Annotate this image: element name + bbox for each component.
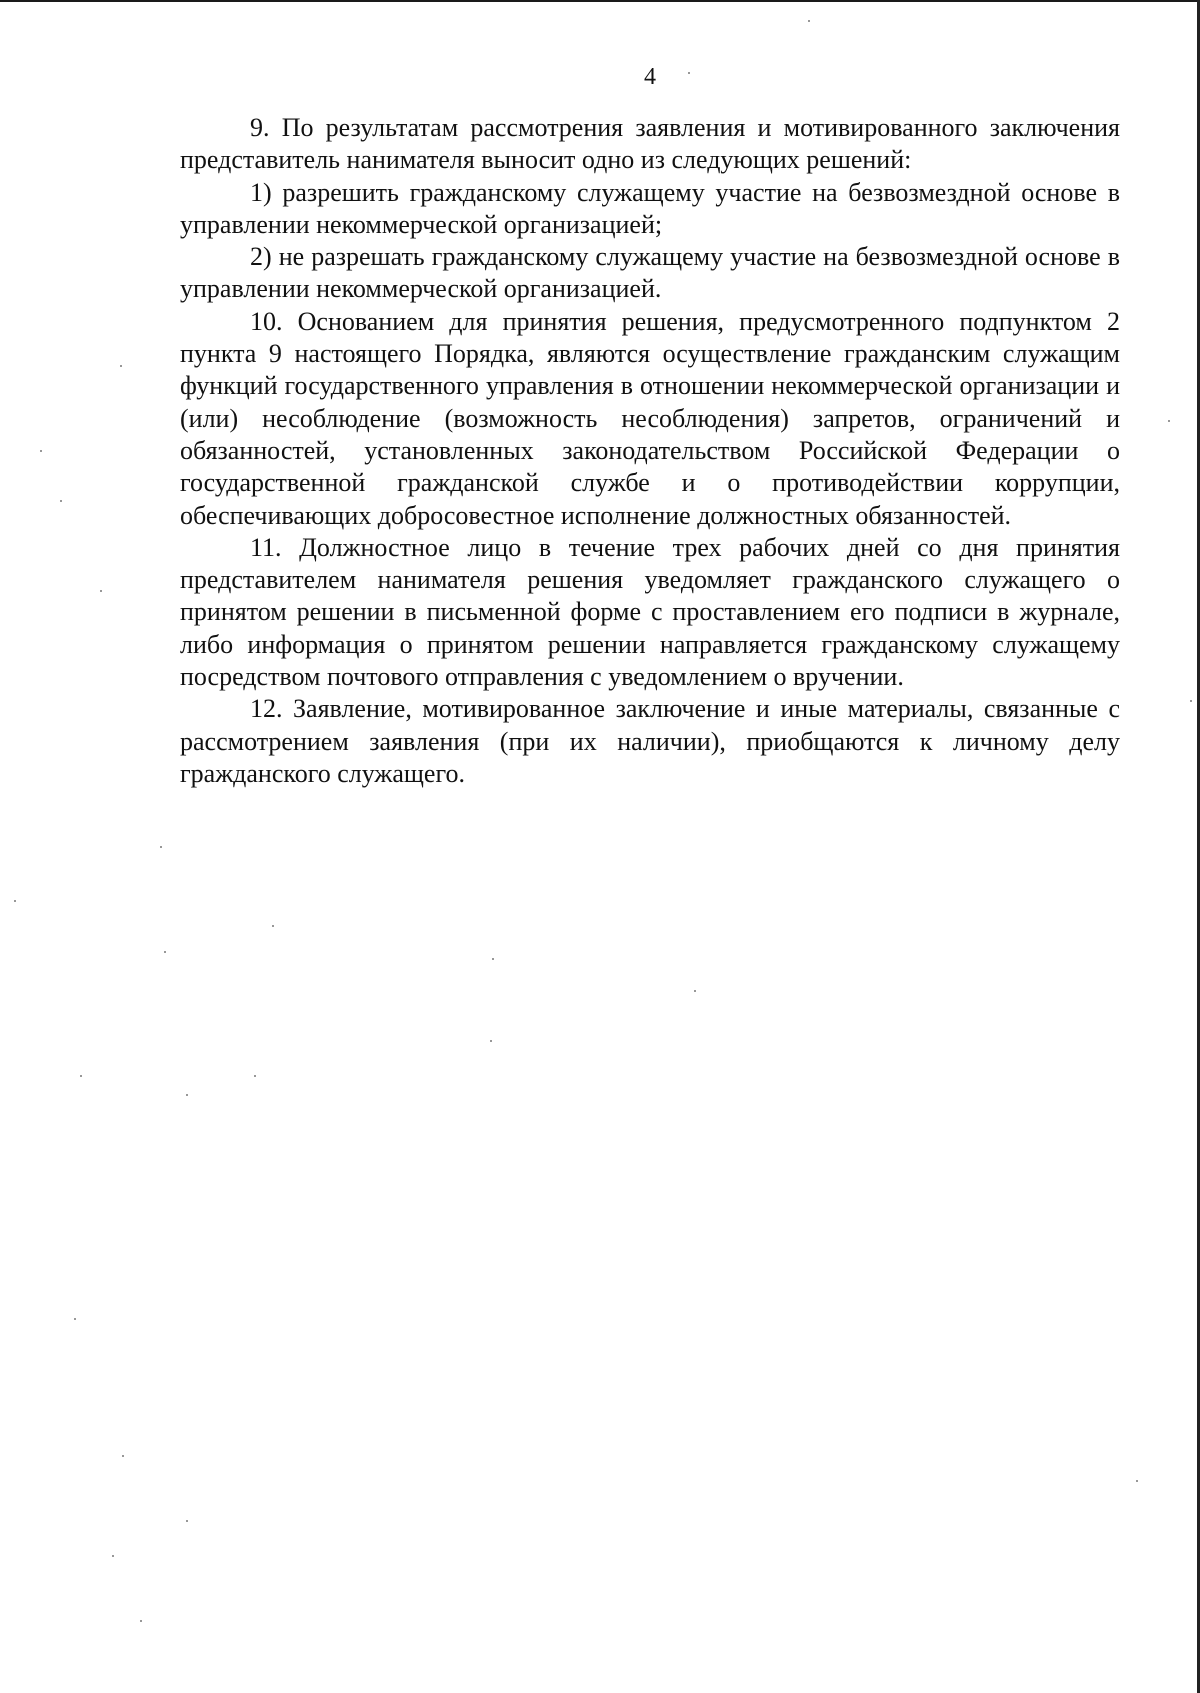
paragraph-9-item-2: 2) не разрешать гражданскому служащему участие на безвозмездной основе в управлении некоммерческой организацией. (180, 242, 1120, 304)
paragraph-9-item-1: 1) разрешить гражданскому служащему участие на безвозмездной основе в управлении некоммерческой организацией; (180, 177, 1120, 239)
scan-speck (80, 1075, 82, 1077)
paragraph-10: 10. Основанием для принятия решения, предусмотренного подпунктом 2 пункта 9 настоящего Порядка, являются осуществление гражданским служащим функций государственного управления в отношении некоммерческой организации и (или) несоблюдение (возможность несоблюдения) запретов, ограничений и обязанностей, установленных законодательством Российской Федерации о государственной гражданской службе и о противодействии коррупции, обеспечивающих добросовестное исполнение должностных обязанностей. (180, 306, 1120, 530)
scan-speck (492, 958, 494, 960)
scan-speck (120, 365, 122, 367)
scan-speck (272, 925, 274, 927)
scan-edge-top (0, 0, 1200, 2)
scan-speck (186, 1094, 188, 1096)
scan-speck (140, 1620, 142, 1622)
scan-speck (490, 1040, 492, 1042)
scan-speck (186, 1520, 188, 1522)
paragraph-9: 9. По результатам рассмотрения заявления и мотивированного заключения представитель нанимателя выносит одно из следующих решений: (180, 113, 1120, 175)
scan-speck (40, 450, 42, 452)
scan-speck (808, 20, 810, 22)
scan-speck (60, 500, 62, 502)
scan-speck (160, 846, 162, 848)
paragraph-11: 11. Должностное лицо в течение трех рабочих дней со дня принятия представителем нанимателя решения уведомляет гражданского служащего о принятом решении в письменной форме с проставлением его подписи в журнале, либо информация о принятом решении направляется гражданскому служащему посредством почтового отправления с уведомлением о вручении. (180, 532, 1120, 692)
scan-speck (1136, 1480, 1138, 1482)
document-body (180, 112, 1120, 790)
scan-speck (100, 590, 102, 592)
scan-speck (14, 900, 16, 902)
scan-speck (164, 951, 166, 953)
scan-speck (254, 1075, 256, 1077)
scan-speck (694, 990, 696, 992)
scan-speck (112, 1555, 114, 1557)
page-number: 4 (644, 64, 656, 90)
scan-speck (1190, 700, 1192, 702)
scan-speck (122, 1455, 124, 1457)
scan-speck (688, 72, 690, 74)
scan-speck (1168, 420, 1170, 422)
paragraph-12: 12. Заявление, мотивированное заключение и иные материалы, связанные с рассмотрением заявления (при их наличии), приобщаются к личному делу гражданского служащего. (180, 694, 1120, 788)
scan-speck (74, 1318, 76, 1320)
